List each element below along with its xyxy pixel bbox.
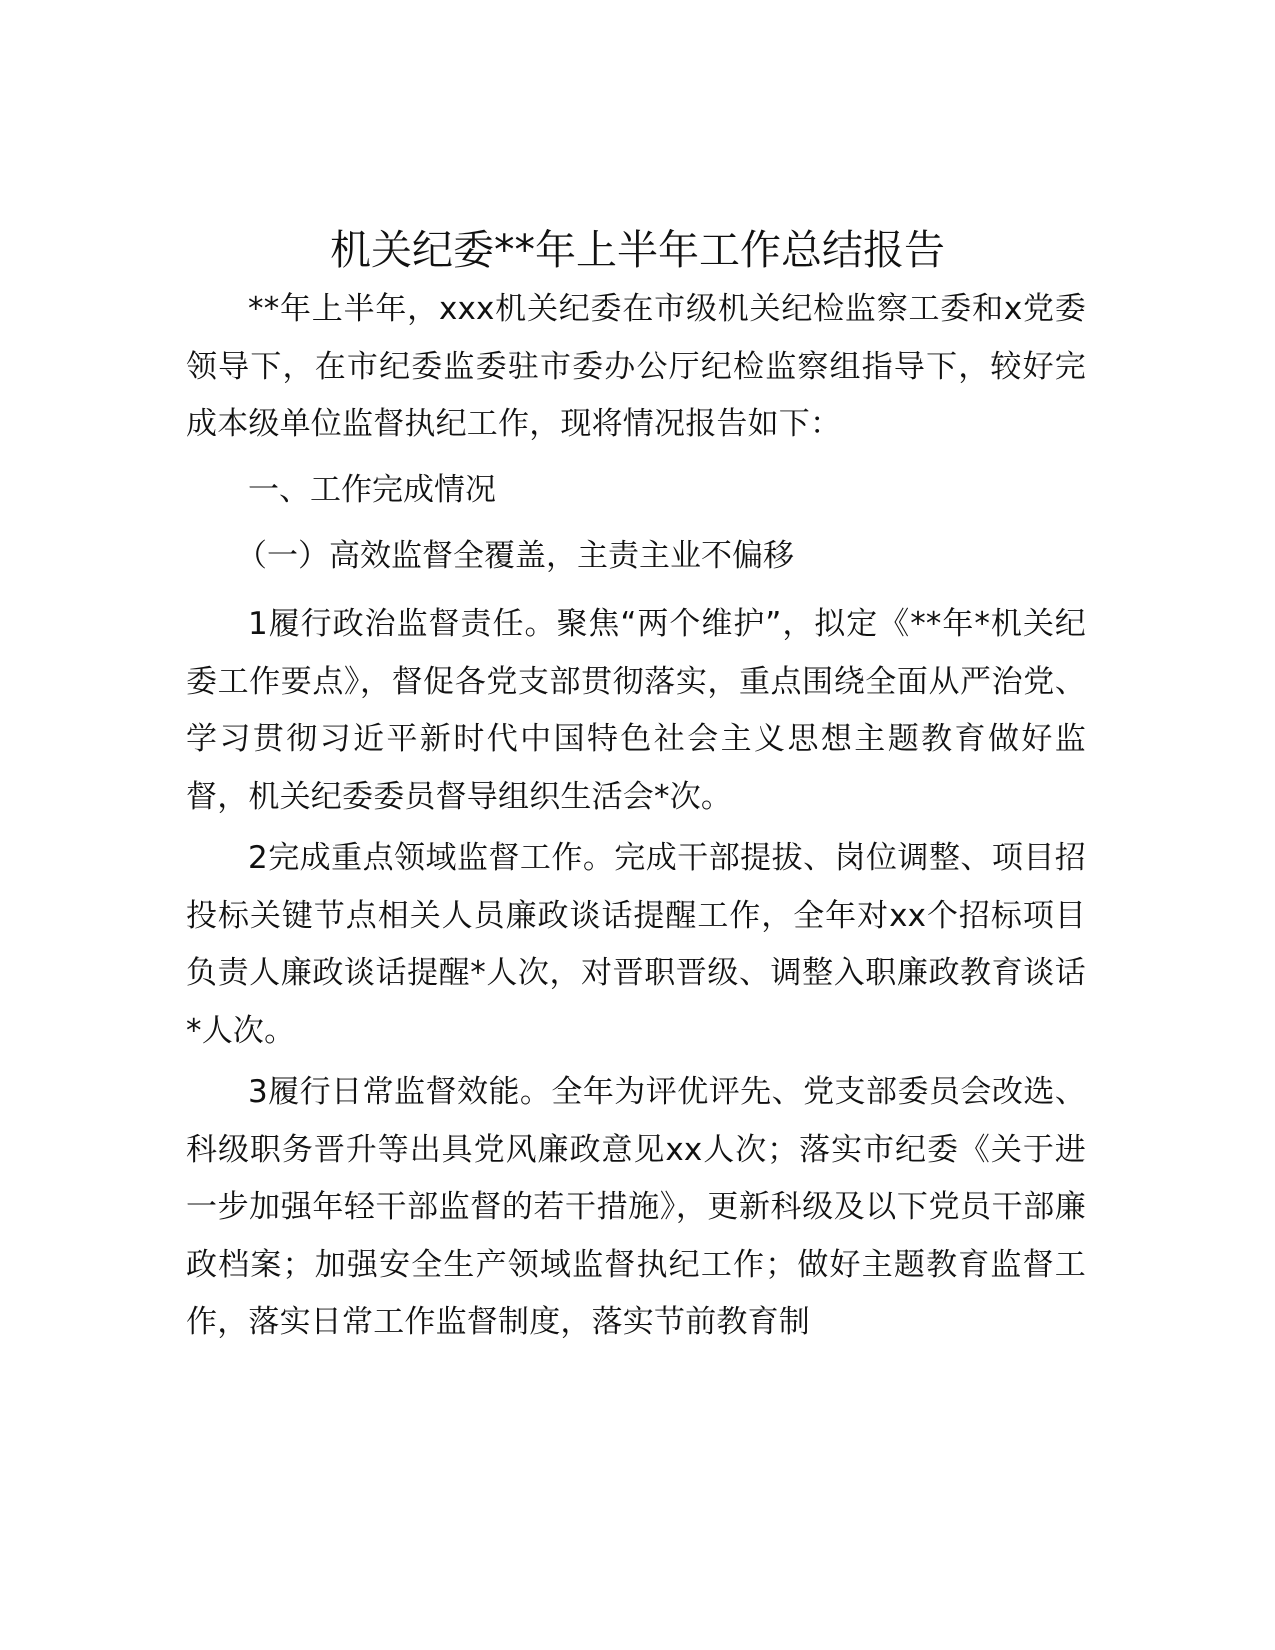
item-key-area-supervision: 2完成重点领域监督工作。完成干部提拔、岗位调整、项目招投标关键节点相关人员廉政谈话提醒工作，全年对xx个招标项目负责人廉政谈话提醒*人次，对晋职晋级、调整入职廉政教育谈话*人次。 <box>186 840 1086 1049</box>
intro-paragraph: **年上半年，xxx机关纪委在市级机关纪检监察工委和x党委领导下，在市纪委监委驻市委办公厅纪检监察组指导下，较好完成本级单位监督执纪工作，现将情况报告如下： <box>186 291 1086 442</box>
subsection-heading-supervision: （一）高效监督全覆盖，主责主业不偏移 <box>236 538 794 574</box>
item-daily-supervision: 3履行日常监督效能。全年为评优评先、党支部委员会改选、科级职务晋升等出具党风廉政意见xx人次；落实市纪委《关于进一步加强年轻干部监督的若干措施》，更新科级及以下党员干部廉政档案；加强安全生产领域监督执纪工作；做好主题教育监督工作，落实日常工作监督制度，落实节前教育制 <box>186 1074 1086 1340</box>
item-political-supervision: 1履行政治监督责任。聚焦“两个维护”，拟定《**年*机关纪委工作要点》，督促各党支部贯彻落实，重点围绕全面从严治党、学习贯彻习近平新时代中国特色社会主义思想主题教育做好监督，机关纪委委员督导组织生活会*次。 <box>186 606 1086 815</box>
document-title: 机关纪委**年上半年工作总结报告 <box>330 226 945 274</box>
section-heading-work-completion: 一、工作完成情况 <box>248 472 496 508</box>
